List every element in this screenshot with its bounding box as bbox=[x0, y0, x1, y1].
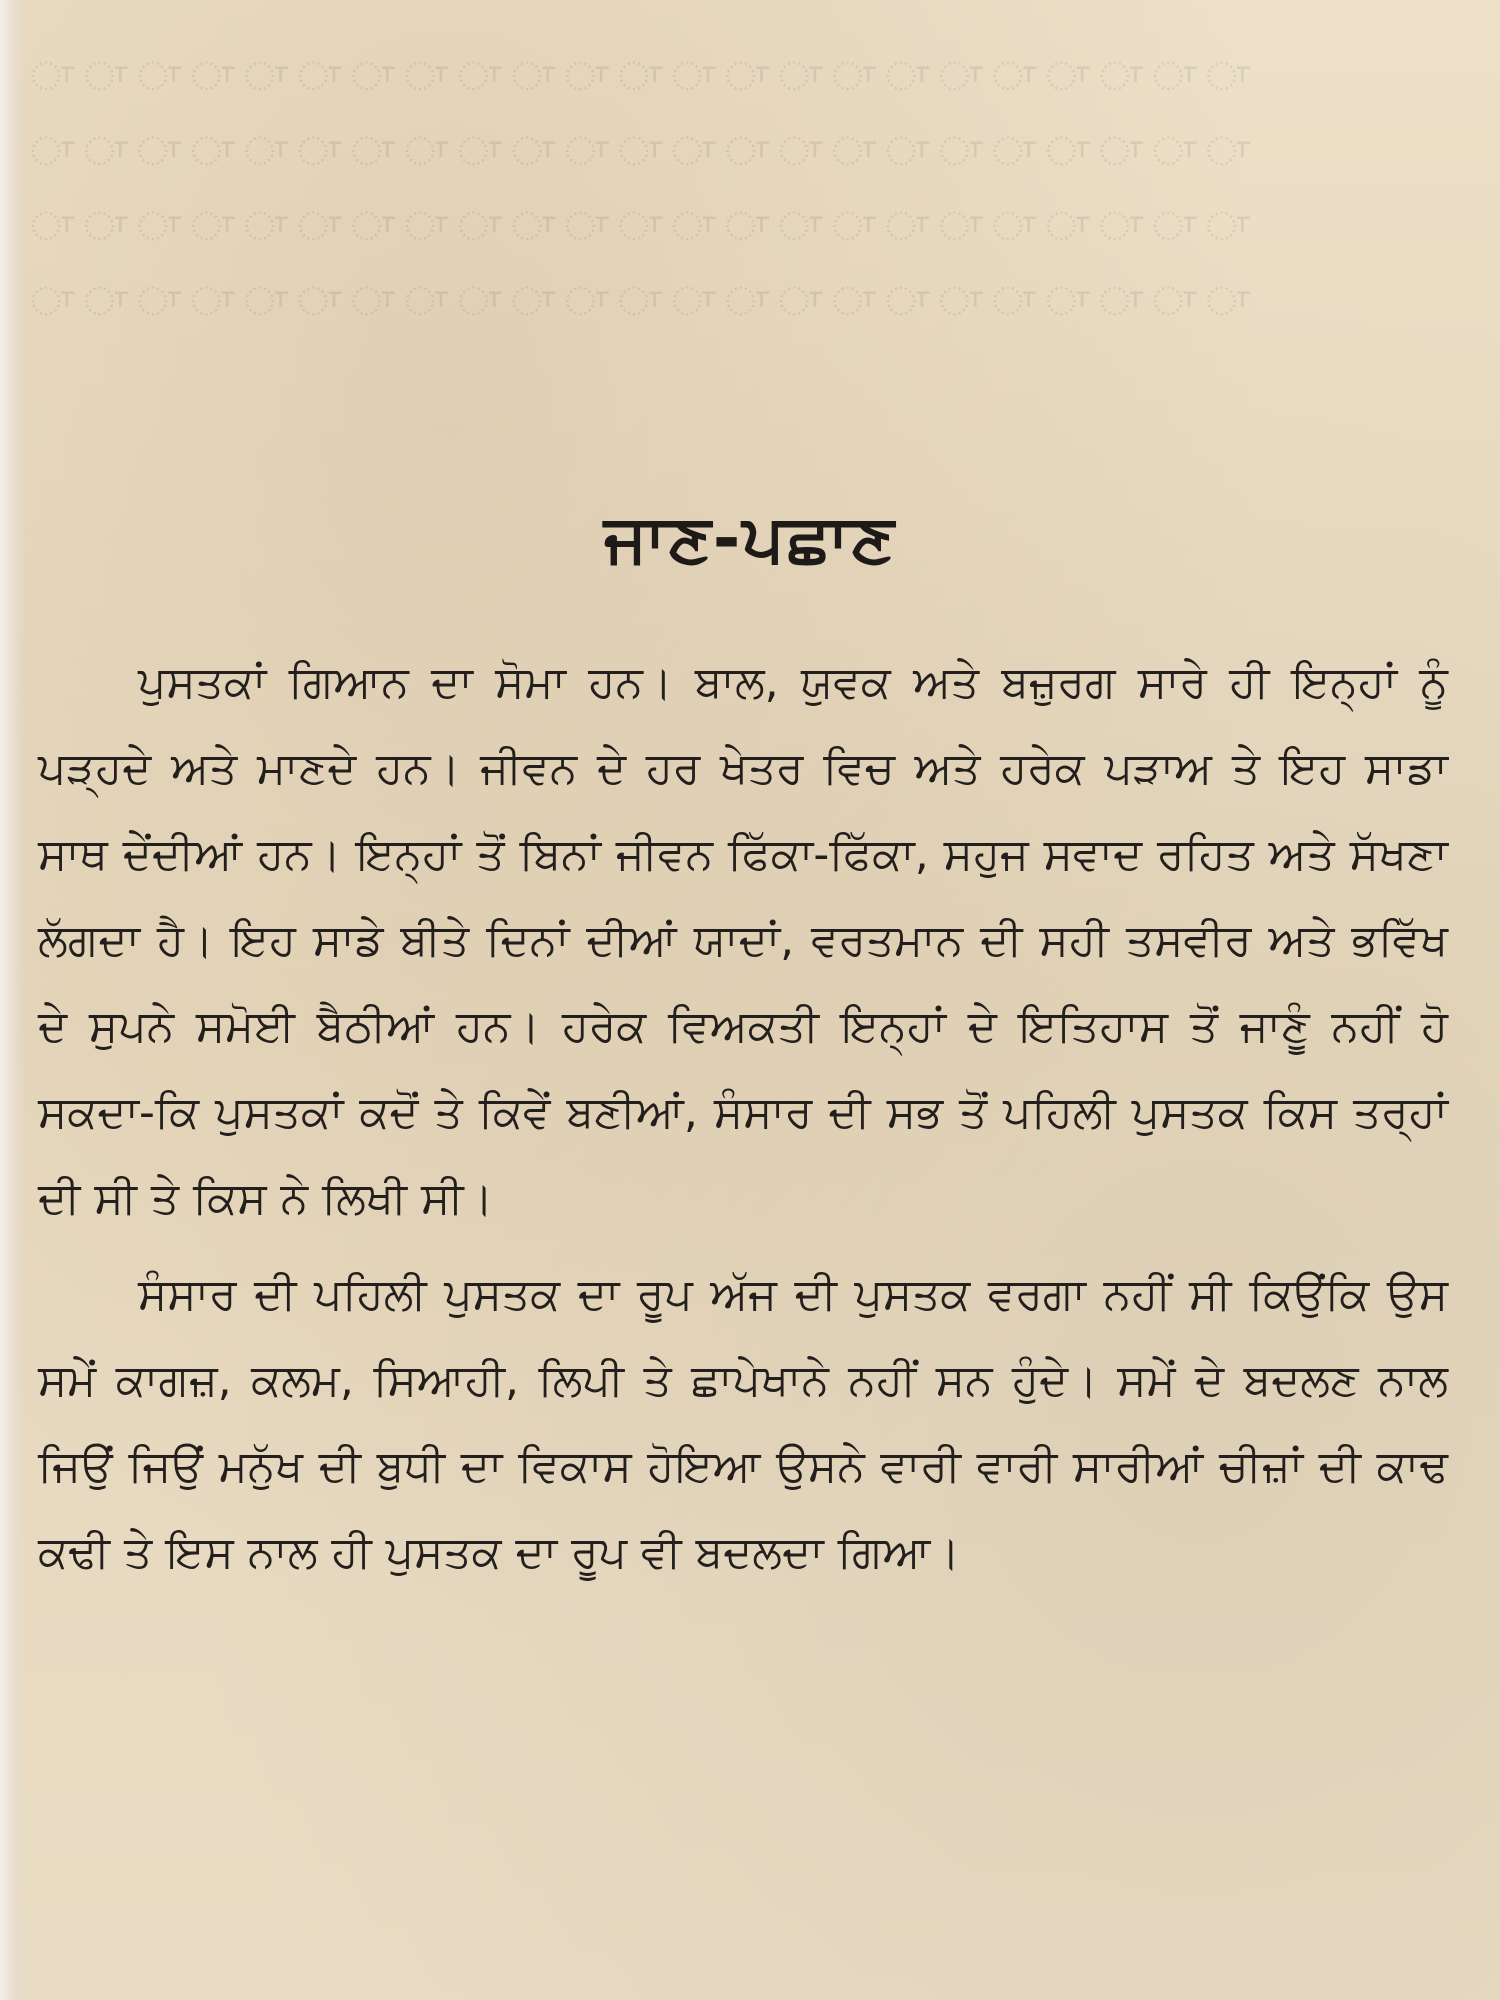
body-text bbox=[38, 640, 1448, 1596]
paragraph-1: ਪੁਸਤਕਾਂ ਗਿਆਨ ਦਾ ਸੋਮਾ ਹਨ। ਬਾਲ, ਯੁਵਕ ਅਤੇ ਬਜ਼ੁਰਗ ਸਾਰੇ ਹੀ ਇਨ੍ਹਾਂ ਨੂੰ ਪੜ੍ਹਦੇ ਅਤੇ ਮਾਣਦੇ ਹਨ। ਜੀਵਨ ਦੇ ਹਰ ਖੇਤਰ ਵਿਚ ਅਤੇ ਹਰੇਕ ਪੜਾਅ ਤੇ ਇਹ ਸਾਡਾ ਸਾਥ ਦੇਂਦੀਆਂ ਹਨ। ਇਨ੍ਹਾਂ ਤੋਂ ਬਿਨਾਂ ਜੀਵਨ ਫਿੱਕਾ-ਫਿੱਕਾ, ਸਹੁਜ ਸਵਾਦ ਰਹਿਤ ਅਤੇ ਸੱਖਣਾ ਲੱਗਦਾ ਹੈ। ਇਹ ਸਾਡੇ ਬੀਤੇ ਦਿਨਾਂ ਦੀਆਂ ਯਾਦਾਂ, ਵਰਤਮਾਨ ਦੀ ਸਹੀ ਤਸਵੀਰ ਅਤੇ ਭਵਿੱਖ ਦੇ ਸੁਪਨੇ ਸਮੋਈ ਬੈਠੀਆਂ ਹਨ। ਹਰੇਕ ਵਿਅਕਤੀ ਇਨ੍ਹਾਂ ਦੇ ਇਤਿਹਾਸ ਤੋਂ ਜਾਣੂੰ ਨਹੀਂ ਹੋ ਸਕਦਾ-ਕਿ ਪੁਸਤਕਾਂ ਕਦੋਂ ਤੇ ਕਿਵੇਂ ਬਣੀਆਂ, ਸੰਸਾਰ ਦੀ ਸਭ ਤੋਂ ਪਹਿਲੀ ਪੁਸਤਕ ਕਿਸ ਤਰ੍ਹਾਂ ਦੀ ਸੀ ਤੇ ਕਿਸ ਨੇ ਲਿਖੀ ਸੀ। bbox=[38, 657, 1448, 1224]
paragraph-2: ਸੰਸਾਰ ਦੀ ਪਹਿਲੀ ਪੁਸਤਕ ਦਾ ਰੂਪ ਅੱਜ ਦੀ ਪੁਸਤਕ ਵਰਗਾ ਨਹੀਂ ਸੀ ਕਿਉਂਕਿ ਉਸ ਸਮੇਂ ਕਾਗਜ਼, ਕਲਮ, ਸਿਆਹੀ, ਲਿਪੀ ਤੇ ਛਾਪੇਖਾਨੇ ਨਹੀਂ ਸਨ ਹੁੰਦੇ। ਸਮੇਂ ਦੇ ਬਦਲਣ ਨਾਲ ਜਿਉਂ ਜਿਉਂ ਮਨੁੱਖ ਦੀ ਬੁਧੀ ਦਾ ਵਿਕਾਸ ਹੋਇਆ ਉਸਨੇ ਵਾਰੀ ਵਾਰੀ ਸਾਰੀਆਂ ਚੀਜ਼ਾਂ ਦੀ ਕਾਢ ਕਢੀ ਤੇ ਇਸ ਨਾਲ ਹੀ ਪੁਸਤਕ ਦਾ ਰੂਪ ਵੀ ਬਦਲਦਾ ਗਿਆ। bbox=[38, 1269, 1448, 1578]
page-binding-edge bbox=[0, 0, 26, 2000]
page-title: ਜਾਣ-ਪਛਾਣ bbox=[603, 500, 897, 577]
reverse-side-bleed-through: ਾ ਾ ਾ ਾ ਾ ਾ ਾ ਾ ਾ ਾ ਾ ਾ ਾ ਾ ਾ ਾ ਾ ਾ ਾ ਾ ਾ ਾ ਾ ਾ ਾ ਾ ਾ ਾ ਾ ਾ ਾ ਾ ਾ ਾ ਾ ਾ ਾ ਾ ਾ ਾ ਾ ਾ ਾ ਾ ਾ ਾ ਾ ਾ ਾ ਾ ਾ ਾ ਾ ਾ ਾ ਾ ਾ ਾ ਾ ਾ ਾ ਾ ਾ ਾ ਾ ਾ ਾ ਾ ਾ ਾ ਾ ਾ ਾ ਾ ਾ ਾ ਾ ਾ ਾ ਾ ਾ ਾ ਾ ਾ ਾ ਾ ਾ ਾ ਾ ਾ ਾ ਾ bbox=[30, 54, 1250, 325]
